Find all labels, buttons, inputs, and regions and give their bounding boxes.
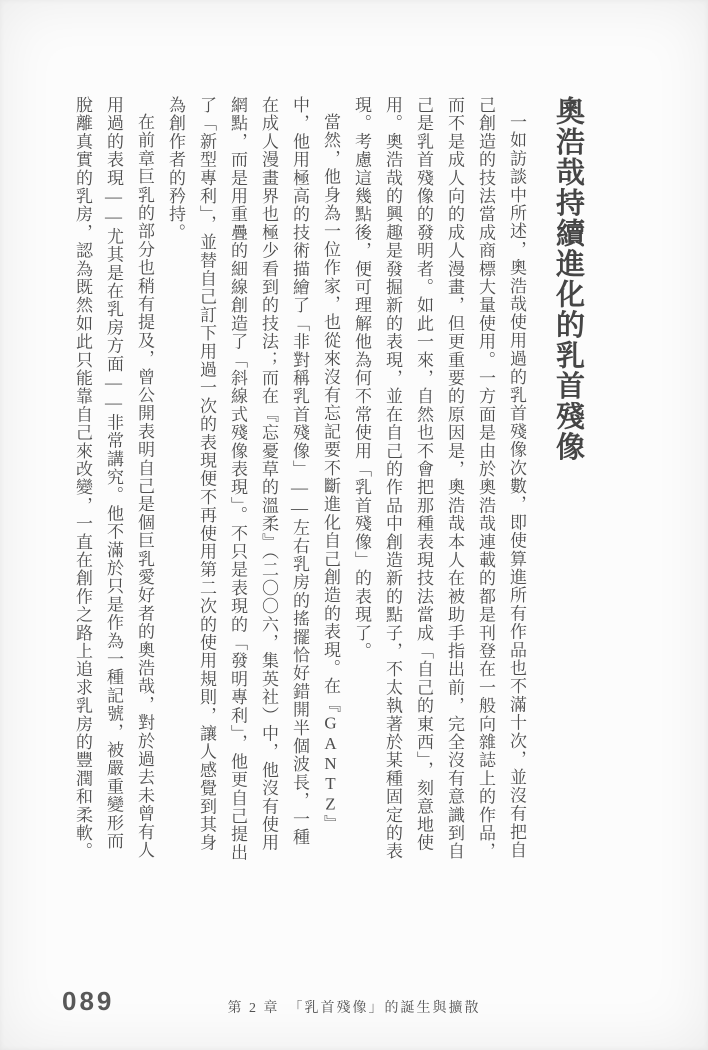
body-paragraph: 當然，他身為一位作家，也從來沒有忘記要不斷進化自己創造的表現。在『GANTZ』中，他用極高的技術描繪了「非對稱乳首殘像」——左右乳房的搖擺恰好錯開半個波長，一種在成人漫畫界也極少看到的技法；而在『忘憂草的溫柔』（二〇〇六，集英社）中，他沒有使用網點，而是用重疊的細線創造了「斜線式殘像表現」。不只是表現的「發明專利」，他更自己提出了「新型專利」，並替自己訂下用過一次的表現便不再使用第二次的使用規則，讓人感覺到其身為創作者的矜持。 <box>166 96 340 862</box>
chapter-footer: 第 2 章 「乳首殘像」的誕生與擴散 <box>227 1001 481 1016</box>
section-title: 奧浩哉持續進化的乳首殘像 <box>552 96 584 462</box>
body-paragraph: 一如訪談中所述，奧浩哉使用過的乳首殘像次數，即使算進所有作品也不滿十次，並沒有把自己創造的技法當成商標大量使用。一方面是由於奧浩哉連載的都是刊登在一般向雜誌上的作品，而不是成人向的成人漫畫，但更重要的原因是，奧浩哉本人在被助手指出前，完全沒有意識到自己是乳首殘像的發明者。如此一來，自然也不會把那種表現技法當成「自己的東西」，刻意地使用。奧浩哉的興趣是發掘新的表現，並在自己的作品中創造新的點子，不太執著於某種固定的表現。考慮這幾點後，便可理解他為何不常使用「乳首殘像」的表現了。 <box>352 96 526 861</box>
vertical-text-block <box>67 96 586 862</box>
page-number: 089 <box>62 986 115 1016</box>
body-paragraph: 在前章巨乳的部分也稍有提及，曾公開表明自己是個巨乳愛好者的奧浩哉，對於過去未曾有人用過的表現——尤其是在乳房方面——非常講究。他不滿於只是作為一種記號，被嚴重變形而脫離真實的乳房，認為既然如此只能靠自己來改變，一直在創作之路上追求乳房的豐潤和柔軟。 <box>73 96 154 861</box>
